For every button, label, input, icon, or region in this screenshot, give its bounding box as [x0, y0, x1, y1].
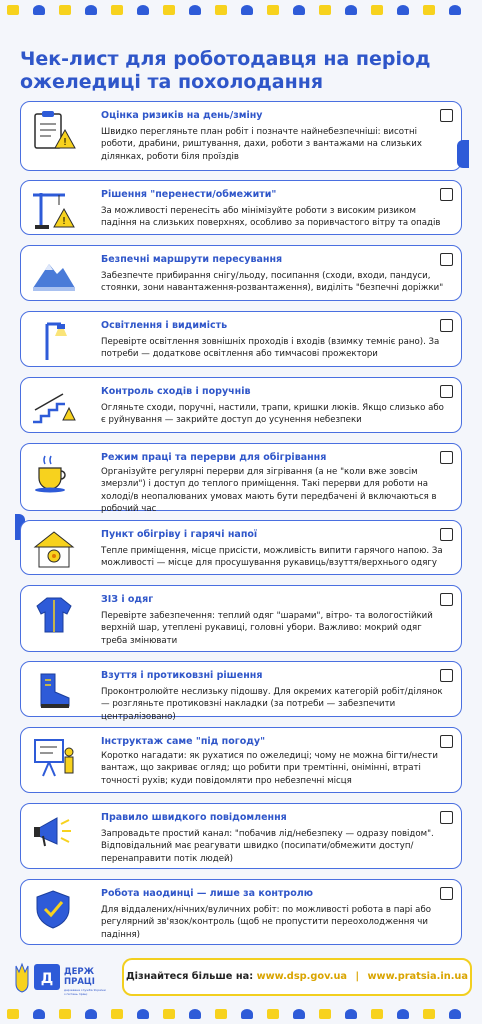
item-title: Взуття і протиковзні рішення: [101, 670, 263, 681]
item-text: Забезпечте прибирання снігу/льоду, посипання (сходи, входи, пандуси, стоянки, зони навантаження-розвантаження), виділіть "безпечні доріжки": [101, 271, 444, 294]
item-title: Пункт обігріву і гарячі напої: [101, 529, 258, 540]
item-text: Запровадьте простий канал: "побачив лід/небезпеку — одразу повідом". Відповідальний має реагувати швидко (посипати/обмежити доступ/ перенаправити потік людей): [101, 829, 434, 864]
more-info-box: [122, 958, 472, 996]
link-pratsia[interactable]: www.pratsia.in.ua: [367, 971, 469, 982]
item-text: Проконтролюйте неслизьку підошву. Для окремих категорій робіт/ділянок — розгляньте протиковзні накладки (за потреби — забезпечити централізовано): [101, 687, 443, 722]
boot-icon: [31, 670, 77, 710]
item-title: Рішення "перенести/обмежити": [101, 189, 277, 200]
link-separator: |: [355, 971, 360, 982]
item-title: Контроль сходів і поручнів: [101, 386, 251, 397]
svg-text:Д: Д: [40, 971, 54, 987]
item-text: Тепле приміщення, місце присісти, можливість випити гарячого напою. За можливості — місце для просушування рукавиць/взуття/верхнього одягу: [101, 546, 443, 569]
checklist-item-weather-briefing: [20, 727, 462, 793]
bottom-decorative-border: [0, 1004, 482, 1024]
item-checkbox[interactable]: [440, 669, 453, 682]
item-title: Оцінка ризиків на день/зміну: [101, 110, 263, 121]
checklist-item-risk-assessment: [20, 101, 462, 171]
svg-text:ДЕРЖ: ДЕРЖ: [64, 967, 95, 977]
item-title: Правило швидкого повідомлення: [101, 812, 287, 823]
item-checkbox[interactable]: [440, 887, 453, 900]
item-checkbox[interactable]: [440, 319, 453, 332]
item-title: Робота наодинці — лише за контролю: [101, 888, 313, 899]
briefing-board-icon: [31, 736, 77, 776]
item-checkbox[interactable]: [440, 451, 453, 464]
checklist-item-work-breaks: [20, 443, 462, 515]
decorative-tab: [457, 140, 469, 168]
svg-text:державна служба України: державна служба України: [64, 988, 106, 992]
shield-check-icon: [31, 888, 77, 928]
item-title: ЗІЗ і одяг: [101, 594, 154, 605]
checklist-item-warming-point: [20, 520, 462, 575]
item-checkbox[interactable]: [440, 188, 453, 201]
page-title: Чек-лист для роботодавця на період ожеледиці та похолодання: [20, 48, 431, 93]
checklist-item-safe-routes: [20, 245, 462, 301]
item-checkbox[interactable]: [440, 593, 453, 606]
more-label: Дізнайтеся більше на:: [125, 971, 254, 982]
checklist-item-quick-reporting: [20, 803, 462, 869]
item-checkbox[interactable]: [440, 528, 453, 541]
checklist-item-ppe-clothing: [20, 585, 462, 652]
item-checkbox[interactable]: [440, 385, 453, 398]
footer: [6, 958, 476, 998]
dsp-logo: [10, 960, 120, 998]
item-title: Інструктаж саме "під погоду": [101, 736, 266, 747]
clipboard-warning-icon: [31, 110, 77, 150]
item-title: Безпечні маршрути пересування: [101, 254, 283, 265]
checklist-item-lighting: [20, 311, 462, 367]
link-dsp[interactable]: www.dsp.gov.ua: [256, 971, 348, 982]
svg-text:ПРАЦІ: ПРАЦІ: [64, 977, 95, 987]
stairs-icon: [31, 386, 77, 426]
checklist-item-postpone-decision: [20, 180, 462, 235]
hot-cup-icon: [31, 452, 77, 492]
street-lamp-icon: [31, 320, 77, 360]
item-title: Режим праці та перерви для обігрівання: [101, 452, 327, 463]
item-text: За можливості перенесіть або мінімізуйте роботи з високим ризиком падіння на слизьких поверхнях, особливо за поривчастого вітру та опадів: [101, 206, 441, 229]
item-checkbox[interactable]: [440, 109, 453, 122]
item-checkbox[interactable]: [440, 811, 453, 824]
snowy-mountain-icon: [31, 254, 77, 294]
item-checkbox[interactable]: [440, 253, 453, 266]
checklist-item-stairs-control: [20, 377, 462, 433]
item-text: Коротко нагадати: як рухатися по ожеледиці; чому не можна бігти/нести вантаж, що закриває огляд; що робити при тремтінні, онімінні, втраті точності рухів; куди повідомляти про небезпечні місця: [101, 751, 438, 786]
item-title: Освітлення і видимість: [101, 320, 228, 331]
checklist-item-footwear: [20, 661, 462, 722]
warm-house-icon: [31, 529, 77, 569]
megaphone-icon: [31, 812, 77, 852]
item-text: Для віддалених/нічних/вуличних робіт: по можливості робота в парі або регулярний зв'язок/контроль (щоб не пропустити переохолодження чи падіння): [101, 905, 431, 940]
jacket-icon: [31, 594, 77, 634]
top-decorative-border: [0, 0, 482, 20]
item-text: Огляньте сходи, поручні, настили, трапи, кришки люків. Якщо слизько або є руйнування — закрийте доступ до усунення небезпеки: [101, 403, 444, 426]
item-checkbox[interactable]: [440, 735, 453, 748]
svg-text:з питань праці: з питань праці: [64, 992, 88, 996]
crane-warning-icon: [31, 189, 77, 229]
item-text: Швидко перегляньте план робіт і позначте найнебезпечніші: висотні роботи, драбини, риштування, дахи, роботи з вантажами на слизьких ділянках, роботи біля проїздів: [101, 127, 422, 162]
item-text: Перевірте освітлення зовнішніх проходів і входів (взимку темніє рано). За потреби — додаткове освітлення або тимчасові прожектори: [101, 337, 440, 360]
svg-text:!: !: [62, 137, 68, 148]
item-text: Організуйте регулярні перерви для зігрівання (а не "коли вже зовсім змерзли") і доступ до теплого приміщення. Такі перерви для роботи на холоді/в неопалюваних умовах мають бути передбачені й включаються в робочий час: [101, 467, 437, 515]
checklist-item-lone-work: [20, 879, 462, 945]
svg-text:!: !: [61, 216, 67, 227]
item-text: Перевірте забезпечення: теплий одяг "шарами", вітро- та вологостійкий верхній шар, утеплені рукавиці, головні убори. Важливо: мокрий одяг треба змінювати: [101, 611, 433, 646]
